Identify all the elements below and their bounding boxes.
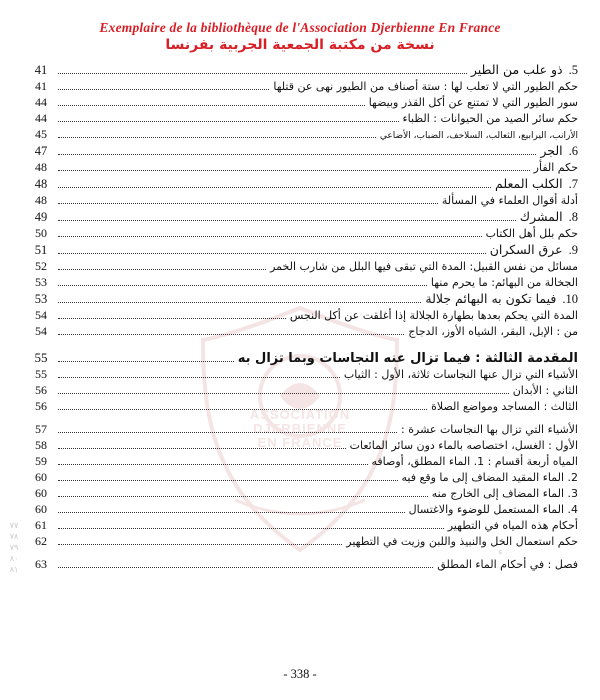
toc-entry-text: ذو علب من الطير [470,62,563,77]
toc-entry-number: 5. [568,63,578,77]
toc-leader-dots [58,285,427,286]
toc-entry[interactable] [28,127,578,142]
toc-entry[interactable] [28,176,578,192]
toc-entry-title [442,194,578,207]
toc-entry[interactable] [28,160,578,175]
toc-entry-title [290,309,578,322]
margin-bleed-numbers: ٧٧ ٧٨ ٧٩ ٨٠ ٨١ [9,521,19,574]
toc-entry[interactable] [28,367,578,382]
toc-page-number: 55 [34,350,48,365]
toc-entry-title [369,96,578,109]
toc-entry-text: 2. الماء المقيد المضاف إلى ما وقع فيه [401,471,578,484]
toc-page-number: 53 [35,275,47,289]
toc-entry-title [409,503,578,516]
toc-entry-title [486,227,578,240]
toc-entry-title [490,242,578,258]
toc-entry-title [513,384,578,397]
toc-entry-number: 10. [562,292,578,306]
toc-leader-dots [58,361,234,362]
toc-entry-text: فيما تكون به البهائم جلالة [425,291,557,306]
toc-page-number: 56 [35,399,47,413]
toc-entry-text: 3. الماء المضاف إلى الخارج منه [431,487,578,500]
toc-page-number: 60 [35,502,47,516]
stamp-arabic-line: نسخة من مكتبة الجمعية الجربية بفرنسا [165,37,435,53]
toc-leader-dots [58,154,536,155]
toc-entry-number: 7. [568,177,578,191]
toc-entry[interactable] [28,111,578,126]
toc-leader-dots [58,253,486,254]
toc-page-number: 41 [35,79,47,93]
toc-entry-text: حكم الفأر [533,161,578,174]
toc-entry[interactable] [28,275,578,290]
toc-page-number: 49 [34,210,48,224]
toc-page-number: 41 [34,63,48,77]
toc-entry[interactable] [28,308,578,323]
toc-page-number: 52 [35,259,47,273]
toc-entry[interactable] [28,193,578,208]
toc-entry-text: حكم الطيور التي لا تعلب لها : ستة أصناف من الطيور نهى عن قتلها [273,80,578,93]
toc-entry-title [372,455,578,468]
toc-entry-title [520,209,578,225]
toc-entry[interactable] [28,95,578,110]
toc-entry-title [471,62,578,78]
toc-entry-title [534,161,578,174]
toc-entry-text: المياه أربعة أقسام : 1. الماء المطلق، أوصافه [371,455,578,468]
toc-page-number: 50 [35,226,47,240]
toc-entry-number: 8. [568,210,578,224]
toc-entry-title [273,80,578,93]
toc-leader-dots [58,318,286,319]
toc-entry-text: الكلب المعلم [495,176,563,191]
toc-entry-text: الأرانب، اليرابيع، الثعالب، السلاحف، الضباب، الأضاعي [379,131,578,141]
toc-entry-text: حكم بلل أهل الكتاب [485,227,578,240]
toc-entry-title [431,276,578,289]
toc-entry[interactable] [28,383,578,398]
toc-leader-dots [58,105,365,106]
toc-page-number: 56 [35,383,47,397]
toc-leader-dots [58,187,491,188]
toc-leader-dots [58,448,346,449]
toc-page-number: 60 [35,470,47,484]
toc-entry[interactable] [28,350,578,366]
toc-entry[interactable] [28,79,578,94]
toc-entry-text: الثاني : الأبدان [512,384,578,397]
toc-entry[interactable] [28,518,578,533]
toc-entry[interactable] [28,399,578,414]
toc-page-number: 44 [35,95,47,109]
toc-entry-text: الأشياء التي تزال عنها النجاسات ثلاثة، الأول : الثياب [343,368,578,381]
toc-page-number: 48 [35,160,47,174]
toc-entry-title [270,260,578,273]
toc-leader-dots [58,73,467,74]
toc-leader-dots [58,432,397,433]
toc-entry-title [380,131,578,141]
toc-entry[interactable] [28,324,578,339]
toc-page-number: 59 [35,454,47,468]
toc-page-number: 57 [35,422,47,436]
toc-page-number: 47 [34,144,48,158]
toc-entry[interactable] [28,557,578,572]
toc-page-number: 62 [35,534,47,548]
toc-page-number: 48 [34,177,48,191]
toc-leader-dots [58,137,376,138]
toc-entry-text: مسائل من نفس القبيل: المدة التي تبقى فيها البلل من شارب الخمر [270,260,578,273]
watermark-text: ASSOCIATION DJERBIENNE EN FRANCE [249,407,351,450]
stamp-latin-line: Exemplaire de la bibliothèque de l'Association Djerbienne En France [99,20,501,35]
toc-leader-dots [58,528,444,529]
toc-entry[interactable] [28,259,578,274]
toc-page-number: 45 [35,127,47,141]
toc-entry-title [350,439,578,452]
page-number-footer: - 338 - [283,667,317,681]
toc-entry-text: أحكام هذه المياه في التطهير [447,519,578,532]
toc-entry[interactable] [28,209,578,225]
toc-entry-title [344,368,578,381]
toc-leader-dots [58,480,398,481]
toc-leader-dots [58,409,427,410]
toc-leader-dots [58,302,421,303]
toc-page-number: 54 [35,308,47,322]
toc-entry-number: 6. [568,144,578,158]
toc-entry-text: سور الطيور التي لا تمتنع عن أكل القذر وبيضها [368,96,578,109]
toc-page-number: 55 [35,367,47,381]
toc-entry-text: من : الإبل، البقر، الشياه الأوز، الدجاج [408,325,578,338]
ghost-mark: ء [498,546,504,558]
toc-entry-text: الأول : الغسل، اختصاصه بالماء دون سائر المائعات [349,439,578,452]
toc-entry-text: المشرك [519,209,563,224]
toc-entry-title [432,487,578,500]
toc-entry-text: الأشياء التي تزال بها النجاسات عشرة : [401,423,578,436]
toc-entry[interactable] [28,291,578,307]
toc-entry-text: حكم استعمال الخل والنبيذ واللبن وزيت في التطهير [346,535,578,548]
toc-leader-dots [58,512,405,513]
toc-page-number: 51 [34,243,48,257]
toc-entry[interactable] [28,226,578,241]
toc-entry-title [495,176,578,192]
toc-leader-dots [58,377,340,378]
toc-leader-dots [58,393,509,394]
toc-entry[interactable] [28,62,578,78]
toc-entry-title [238,351,578,366]
toc-entry-text: المدة التي يحكم بعدها بطهارة الجلالة إذا أغلقت عن أكل النجس [289,309,578,322]
toc-page-number: 63 [35,557,47,571]
toc-entry-title [431,400,578,413]
library-stamp [0,20,600,53]
toc-entry[interactable] [28,534,578,549]
toc-entry[interactable] [28,438,578,453]
toc-entry-title [448,519,578,532]
toc-entry-title [540,143,578,159]
toc-entry-title [425,291,578,307]
toc-entry-number: 9. [568,243,578,257]
toc-entry-text: فصل : في أحكام الماء المطلق [437,558,578,571]
toc-page-number: 44 [35,111,47,125]
toc-entry-text: المقدمة الثالثة : فيما تزال عنه النجاسات وبما تزال به [237,351,578,366]
toc-page-number: 60 [35,486,47,500]
toc-leader-dots [58,170,530,171]
toc-leader-dots [58,89,269,90]
toc-entry[interactable] [28,486,578,501]
toc-leader-dots [58,236,482,237]
toc-entry-title [402,471,578,484]
toc-entry-text: أدلة أقوال العلماء في المسألة [441,194,578,207]
toc-leader-dots [58,464,368,465]
toc-page-number: 53 [34,292,48,306]
toc-leader-dots [58,203,438,204]
toc-entry[interactable] [28,470,578,485]
toc-entry-text: 4. الماء المستعمل للوضوء والاغتسال [408,503,578,516]
toc-leader-dots [58,121,399,122]
toc-page-number: 48 [35,193,47,207]
toc-entry-text: الثالث : المساجد ومواضع الصلاة [431,400,578,413]
toc-entry-text: حكم سائر الصيد من الحيوانات : الظباء [402,112,578,125]
table-of-contents [28,62,578,573]
toc-entry[interactable] [28,242,578,258]
toc-leader-dots [58,496,428,497]
toc-page-number: 58 [35,438,47,452]
toc-entry-title [401,423,578,436]
toc-entry-title [346,535,578,548]
toc-leader-dots [58,220,516,221]
toc-entry-text: الجر [540,143,563,158]
toc-page-number: 61 [35,518,47,532]
toc-entry-title [437,558,578,571]
toc-leader-dots [58,567,433,568]
toc-entry-text: الجخالة من البهائم: ما يحرم منها [430,276,578,289]
toc-entry[interactable] [28,502,578,517]
toc-entry-title [403,112,579,125]
toc-entry[interactable] [28,422,578,437]
toc-page-number: 54 [35,324,47,338]
toc-entry[interactable] [28,454,578,469]
toc-leader-dots [58,334,404,335]
toc-entry-title [408,325,578,338]
toc-leader-dots [58,544,342,545]
toc-entry-text: عرق السكران [489,242,563,257]
toc-leader-dots [58,269,266,270]
toc-entry[interactable] [28,143,578,159]
